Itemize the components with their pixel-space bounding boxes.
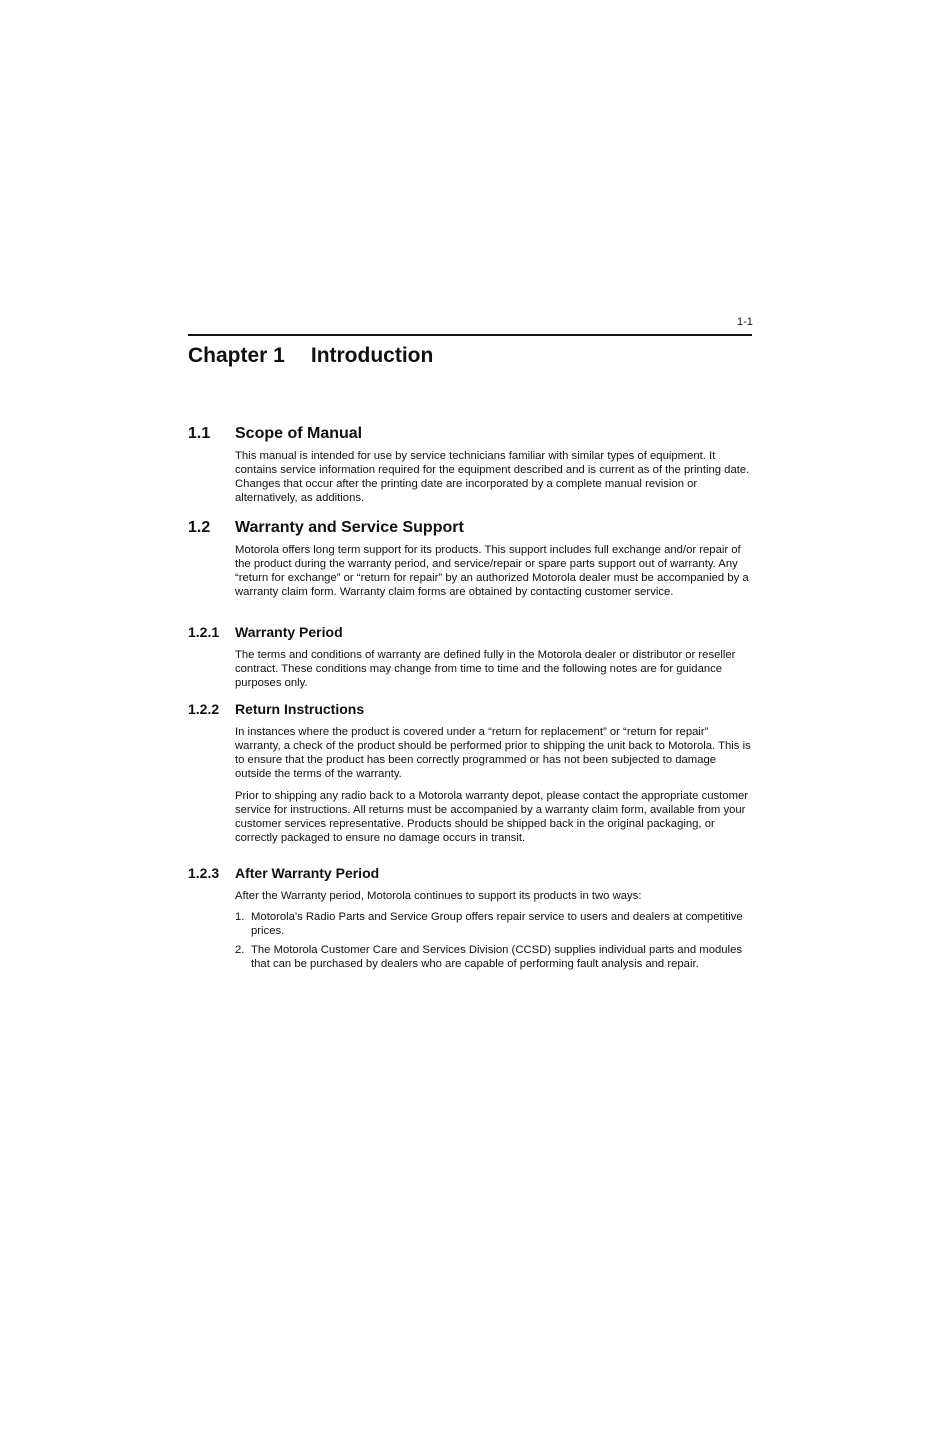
section-1-2-paragraph: Motorola offers long term support for its products. This support includes full exchange and/or repair of the product during the warranty period, and service/repair or spare parts support out of warranty. Any “return for exchange” or “return for repair” by an authorized Motorola dealer must be accompanied by a warranty claim form. Warranty claim forms are obtained by contacting customer service. (235, 544, 749, 598)
section-1-2-3-number: 1.2.3 (188, 865, 220, 881)
section-1-1-title: Scope of Manual (235, 425, 363, 442)
section-1-2-3-title: After Warranty Period (235, 865, 380, 881)
list-item-marker: 1. (235, 911, 245, 923)
chapter-name: Introduction (310, 344, 434, 367)
section-1-2-1-number: 1.2.1 (188, 624, 220, 640)
list-item: Motorola's Radio Parts and Service Group offers repair service to users and dealers at competitive prices. (251, 911, 743, 937)
chapter-label: Chapter 1 (188, 344, 285, 367)
section-1-2-2-title: Return Instructions (235, 701, 365, 717)
header-rule (188, 334, 752, 336)
section-1-2-1-title: Warranty Period (235, 624, 343, 640)
section-1-1-number: 1.1 (188, 425, 211, 442)
list-item: The Motorola Customer Care and Services Division (CCSD) supplies individual parts and modules that can be purchased by dealers who are capable of performing fault analysis and repair. (251, 944, 742, 970)
section-1-2-2-paragraph-1: In instances where the product is covered under a “return for replacement” or “return for repair” warranty, a check of the product should be performed prior to shipping the unit back to Motorola. This is to ensure that the product has been correctly programmed or has not been subjected to damage outside the terms of the warranty. (235, 726, 751, 780)
section-1-2-3-intro: After the Warranty period, Motorola continues to support its products in two ways: (235, 890, 642, 902)
section-1-1-paragraph: This manual is intended for use by service technicians familiar with similar types of equipment. It contains service information required for the equipment described and is current as of the printing date. Changes that occur after the printing date are incorporated by a complete manual revision or alternatively, as additions. (235, 450, 750, 504)
chapter-title (188, 344, 433, 368)
list-item-marker: 2. (235, 944, 245, 956)
section-1-2-1-paragraph: The terms and conditions of warranty are defined fully in the Motorola dealer or distributor or reseller contract. These conditions may change from time to time and the following notes are for guidance purposes only. (235, 649, 736, 689)
section-1-2-number: 1.2 (188, 519, 211, 536)
section-1-2-2-number: 1.2.2 (188, 701, 220, 717)
section-1-2-2-paragraph-2: Prior to shipping any radio back to a Motorola warranty depot, please contact the appropriate customer service for instructions. All returns must be accompanied by a warranty claim form, available from your customer services representative. Products should be shipped back in the original packaging, or correctly packaged to ensure no damage occurs in transit. (235, 790, 749, 844)
page-number: 1-1 (737, 316, 753, 328)
section-1-2-title: Warranty and Service Support (235, 519, 464, 536)
